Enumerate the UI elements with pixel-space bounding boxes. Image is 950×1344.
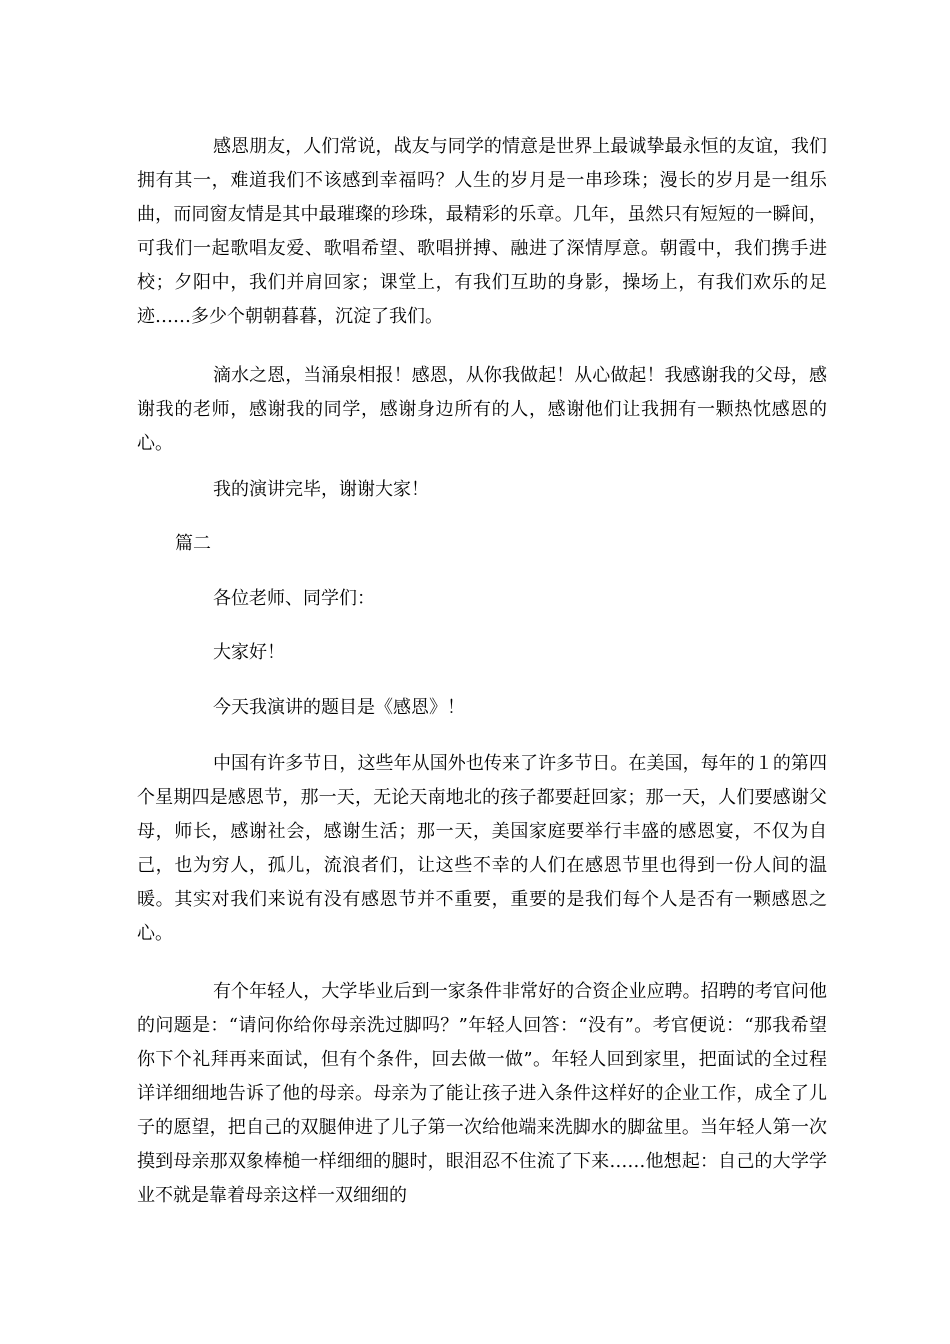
paragraph-thanksgiving: 中国有许多节日，这些年从国外也传来了许多节日。在美国，每年的１的第四个星期四是感恩节，那一天，无论天南地北的孩子都要赶回家；那一天，人们要感谢父母，师长，感谢社会，感谢生活；那一天，美国家庭要举行丰盛的感恩宴，不仅为自己，也为穷人，孤儿，流浪者们，让这些不幸的人们在感恩节里也得到一份人间的温暖。其实对我们来说有没有感恩节并不重要，重要的是我们每个人是否有一颗感恩之心。 — [137, 753, 827, 944]
paragraph-closing: 我的演讲完毕，谢谢大家！ — [213, 479, 429, 500]
speech-topic: 今天我演讲的题目是《感恩》！ — [213, 697, 465, 718]
paragraph-young-man-story: 有个年轻人，大学毕业后到一家条件非常好的合资企业应聘。招聘的考官问他的问题是：“请问你给你母亲洗过脚吗？”年轻人回答：“没有”。考官便说：“那我希望你下个礼拜再来面试，但有个条件，回去做一做”。年轻人回到家里，把面试的全过程详详细细地告诉了他的母亲。母亲为了能让孩子进入条件这样好的企业工作，成全了儿子的愿望，把自己的双腿伸进了儿子第一次给他端来洗脚水的脚盆里。当年轻人第一次摸到母亲那双象棒槌一样细细的腿时，眼泪忍不住流了下来……他想起：自己的大学学业不就是靠着母亲这样一双细细的 — [137, 981, 827, 1206]
paragraph-gratitude-friends: 感恩朋友，人们常说，战友与同学的情意是世界上最诚挚最永恒的友谊，我们拥有其一，难道我们不该感到幸福吗？人生的岁月是一串珍珠；漫长的岁月是一组乐曲，而同窗友情是其中最璀璨的珍珠，最精彩的乐章。几年，虽然只有短短的一瞬间，可我们一起歌唱友爱、歌唱希望、歌唱拼搏、融进了深情厚意。朝霞中，我们携手进校；夕阳中，我们并肩回家；课堂上，有我们互助的身影，操场上，有我们欢乐的足迹……多少个朝朝暮暮，沉淀了我们。 — [137, 136, 827, 327]
paragraph-gratitude-everyone: 滴水之恩，当涌泉相报！感恩，从你我做起！从心做起！我感谢我的父母，感谢我的老师，感谢我的同学，感谢身边所有的人，感谢他们让我拥有一颗热忱感恩的心。 — [137, 365, 827, 454]
section-heading: 篇二 — [175, 533, 211, 554]
greeting: 大家好！ — [213, 642, 285, 663]
salutation: 各位老师、同学们： — [213, 588, 375, 609]
